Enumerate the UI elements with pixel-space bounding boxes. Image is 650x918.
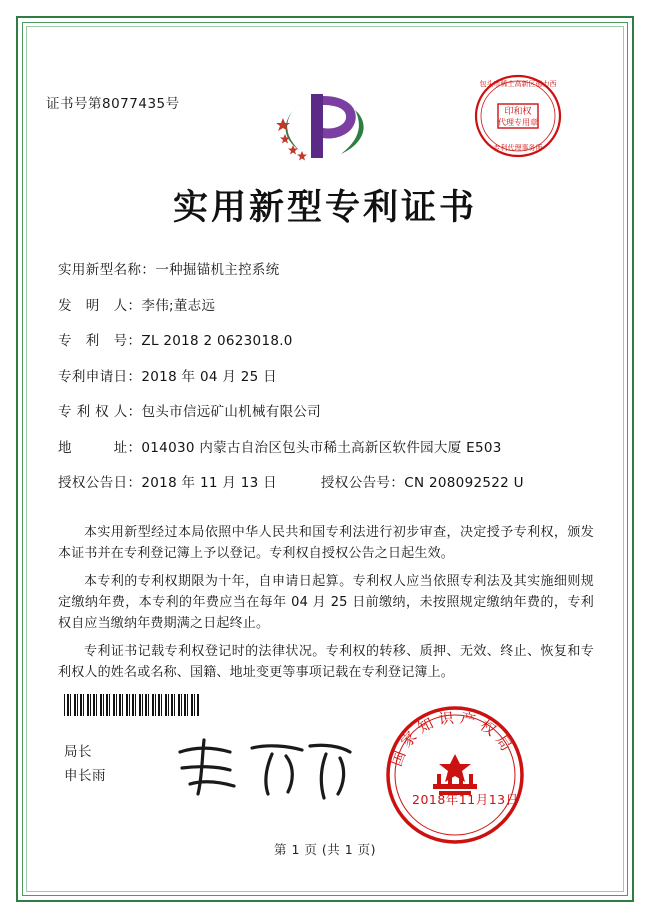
legal-paragraph: 本实用新型经过本局依照中华人民共和国专利法进行初步审查，决定授予专利权，颁发本证书并在专利登记簿上予以登记。专利权自授权公告之日起生效。 bbox=[58, 525, 594, 561]
field-list bbox=[58, 258, 598, 507]
national-ip-administration-seal-icon bbox=[380, 700, 530, 850]
director-title-label: 局长 bbox=[64, 744, 92, 760]
field-row bbox=[58, 329, 598, 349]
field-label: 专 利 号： bbox=[58, 333, 142, 349]
svg-text:国家知识产权局: 国家知识产权局 bbox=[387, 708, 519, 769]
svg-text:印和权: 印和权 bbox=[504, 107, 532, 117]
field-row bbox=[58, 365, 598, 385]
svg-text:包头市稀土高新区德力西: 包头市稀土高新区德力西 bbox=[479, 80, 557, 88]
field-value: 包头市信远矿山机械有限公司 bbox=[141, 404, 321, 420]
legal-text-block bbox=[58, 522, 594, 690]
grant-date-label: 授权公告日： bbox=[58, 475, 142, 491]
grant-date-value: 2018 年 11 月 13 日 bbox=[141, 475, 277, 491]
field-value: ZL 2018 2 0623018.0 bbox=[141, 333, 293, 349]
field-value: 2018 年 04 月 25 日 bbox=[141, 368, 277, 385]
handwritten-signature-icon bbox=[168, 732, 358, 808]
patent-office-logo-icon bbox=[255, 88, 375, 168]
field-label: 实用新型名称： bbox=[58, 262, 156, 278]
director-name-label: 申长雨 bbox=[64, 768, 106, 784]
field-label: 专利申请日： bbox=[58, 368, 142, 385]
field-value: 一种掘锚机主控系统 bbox=[155, 262, 280, 278]
field-row bbox=[58, 400, 598, 420]
svg-text:代理专用章: 代理专用章 bbox=[498, 118, 538, 127]
field-row bbox=[58, 436, 598, 456]
grant-number-label: 授权公告号： bbox=[320, 475, 405, 491]
signature-block bbox=[64, 740, 106, 788]
legal-paragraph: 本专利的专利权期限为十年，自申请日起算。专利权人应当依照专利法及其实施细则规定缴纳年费，本专利的年费应当在每年 04 月 25 日前缴纳，未按照规定缴纳年费的，专利权自应当缴纳年费期满之日起终止。 bbox=[58, 574, 594, 631]
field-label: 专 利 权 人： bbox=[58, 404, 142, 420]
field-row bbox=[58, 294, 598, 314]
page-title: 实用新型专利证书 bbox=[172, 188, 477, 228]
field-value: 014030 内蒙古自治区包头市稀土高新区软件园大厦 E503 bbox=[141, 439, 502, 456]
svg-text:专利代理事务所: 专利代理事务所 bbox=[493, 144, 543, 152]
field-value: 李伟;董志远 bbox=[141, 297, 216, 314]
agency-red-seal-icon bbox=[472, 70, 564, 162]
page-footer: 第 1 页 (共 1 页) bbox=[273, 842, 377, 857]
grant-row bbox=[58, 471, 598, 491]
grant-number-value: CN 208092522 U bbox=[404, 475, 524, 491]
seal-date: 2018年11月13日 bbox=[412, 792, 519, 807]
patent-barcode bbox=[64, 694, 200, 716]
legal-paragraph: 专利证书记载专利权登记时的法律状况。专利权的转移、质押、无效、终止、恢复和专利权人的姓名或名称、国籍、地址变更等事项记载在专利登记簿上。 bbox=[58, 644, 594, 680]
field-label: 地 址： bbox=[58, 439, 142, 456]
field-label: 发 明 人： bbox=[58, 297, 142, 314]
field-row bbox=[58, 258, 598, 278]
certificate-number: 证书号第8077435号 bbox=[46, 96, 180, 112]
certificate-content bbox=[40, 40, 610, 878]
